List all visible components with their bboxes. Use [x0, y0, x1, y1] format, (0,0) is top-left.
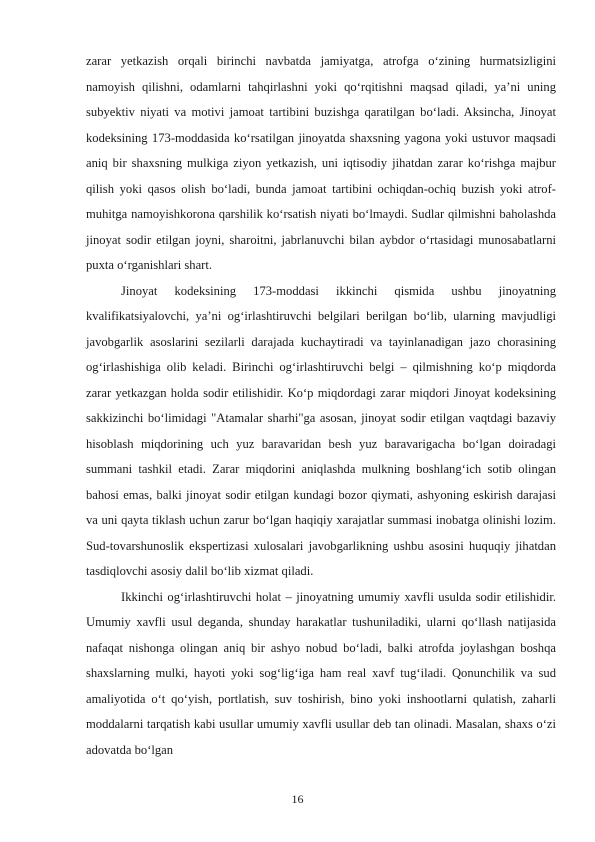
paragraph-3: Ikkinchi og‘irlashtiruvchi holat – jinoyatning umumiy xavfli usulda sodir etilishidir. Umumiy xavfli usul deganda, shunday harakatlar tushuniladiki, ularni qo‘llash natijasida nafaqat nishonga olingan aniq bir ashyo nobud bo‘ladi, balki atrofda joylashgan boshqa shaxslarning mulki, hayoti yoki sog‘lig‘iga ham real xavf tug‘iladi. Qonunchilik va sud amaliyotida o‘t qo‘yish, portlatish, suv toshirish, bino yoki inshootlarni qulatish, zaharli moddalarni tarqatish kabi usullar umumiy xavfli usullar deb tan olinadi. Masalan, shaxs o‘zi adovatda bo‘lgan	[86, 589, 556, 757]
document-page	[86, 49, 556, 763]
paragraph-1: zarar yetkazish orqali birinchi navbatda jamiyatga, atrofga o‘zining hurmatsizligini namoyish qilishni, odamlarni tahqirlashni yoki qo‘rqitishni maqsad qiladi, ya’ni uning subyektiv niyati va motivi jamoat tartibini buzishga qaratilgan bo‘ladi. Aksincha, Jinoyat kodeksining 173-moddasida ko‘rsatilgan jinoyatda shaxsning yagona yoki ustuvor maqsadi aniq bir shaxsning mulkiga ziyon yetkazish, uni iqtisodiy jihatdan zarar ko‘rishga majbur qilish yoki qasos olish bo‘ladi, bunda jamoat tartibini ochiqdan-ochiq buzish yoki atrof-muhitga namoyishkorona qarshilik ko‘rsatish niyati bo‘lmaydi. Sudlar qilmishni baholashda jinoyat sodir etilgan joyni, sharoitni, jabrlanuvchi bilan aybdor o‘rtasidagi munosabatlarni puxta o‘rganishlari shart.	[86, 54, 556, 272]
paragraph-2: Jinoyat kodeksining 173-moddasi ikkinchi qismida ushbu jinoyatning kvalifikatsiyalovchi, ya’ni og‘irlashtiruvchi belgilari berilgan bo‘lib, ularning mavjudligi javobgarlik asoslarini sezilarli darajada kuchaytiradi va tayinlanadigan jazo chorasining og‘irlashishiga olib keladi. Birinchi og‘irlashtiruvchi belgi – qilmishning ko‘p miqdorda zarar yetkazgan holda sodir etilishidir. Ko‘p miqdordagi zarar miqdori Jinoyat kodeksining sakkizinchi bo‘limidagi "Atamalar sharhi"ga asosan, jinoyat sodir etilgan vaqtdagi bazaviy hisoblash miqdorining uch yuz baravaridan besh yuz baravarigacha bo‘lgan doiradagi summani tashkil etadi. Zarar miqdorini aniqlashda mulkning boshlang‘ich sotib olingan bahosi emas, balki jinoyat sodir etilgan kundagi bozor qiymati, ashyoning eskirish darajasi va uni qayta tiklash uchun zarur bo‘lgan haqiqiy xarajatlar summasi inobatga olinishi lozim. Sud-tovarshunoslik ekspertizasi xulosalari javobgarlikning ushbu asosini huquqiy jihatdan tasdiqlovchi asosiy dalil bo‘lib xizmat qiladi.	[86, 283, 556, 578]
page-number: 16	[291, 792, 304, 806]
